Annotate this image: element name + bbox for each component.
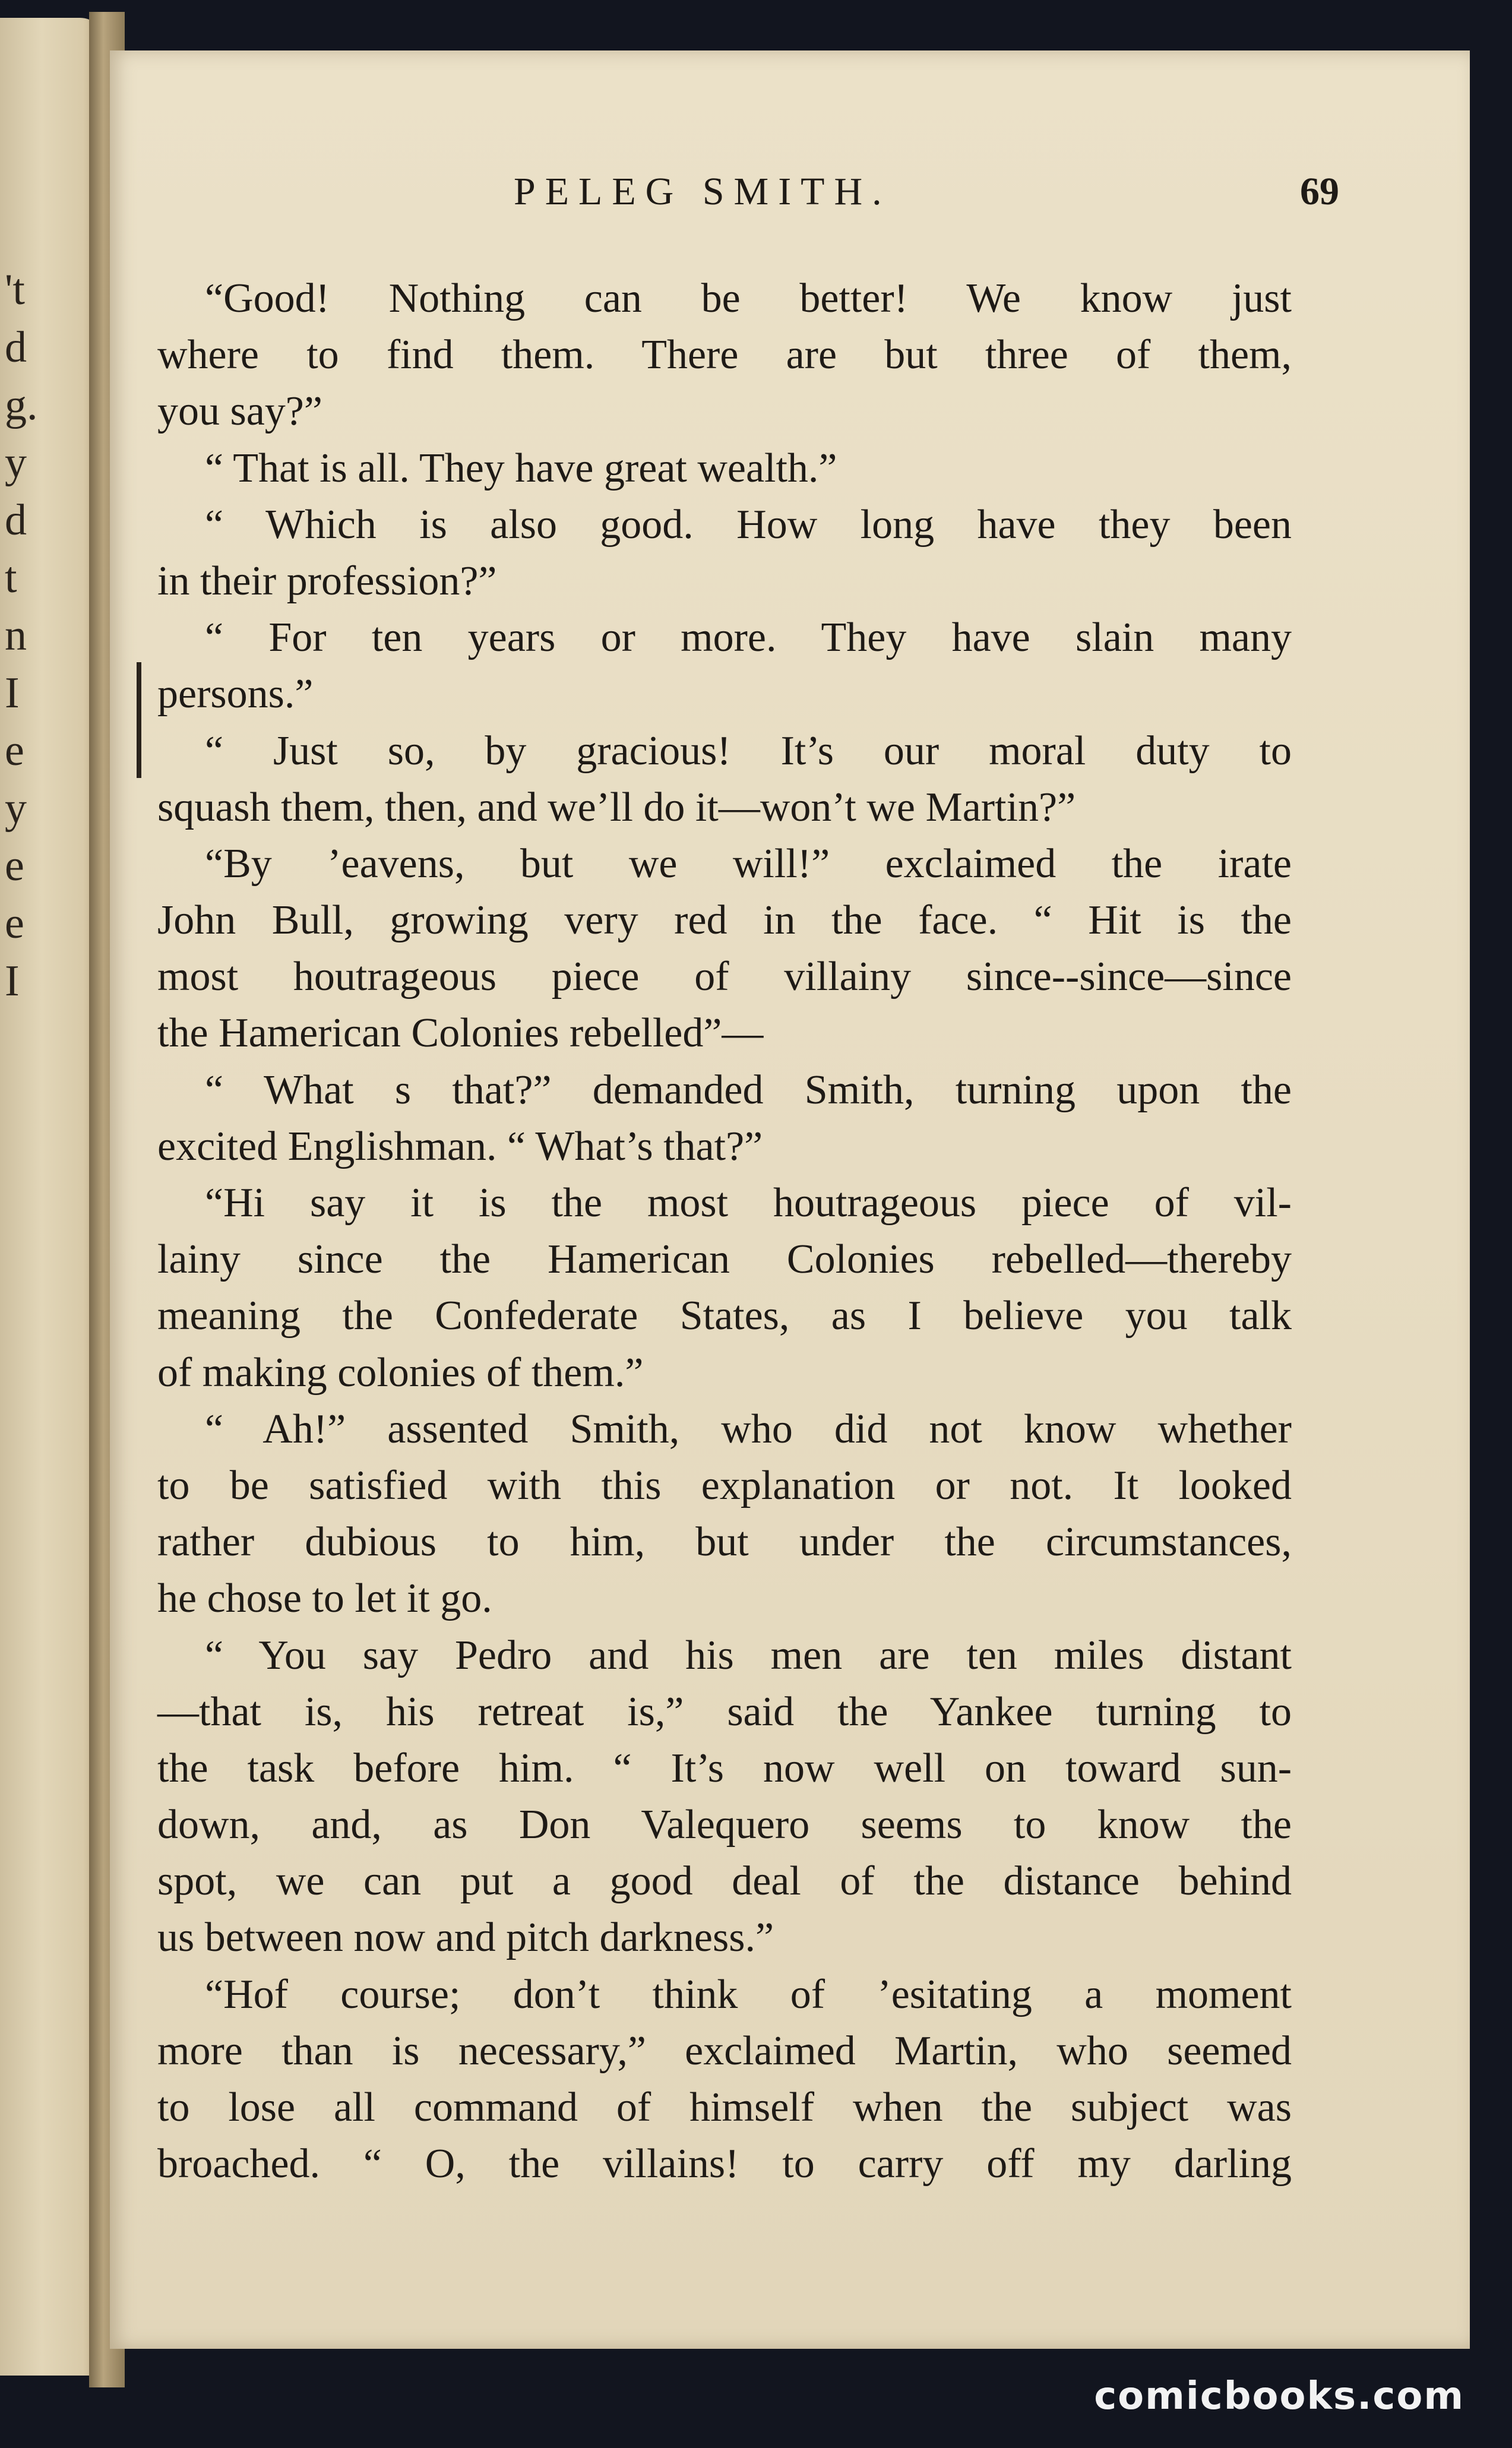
left-page-fragment: t xyxy=(5,554,17,602)
left-page-fragment: 't xyxy=(5,265,25,314)
text-line: “ Which is also good. How long have they been xyxy=(205,501,1292,548)
text-line: squash them, then, and we’ll do it—won’t we Martin?” xyxy=(157,784,1076,830)
left-page-fragment: n xyxy=(5,611,27,660)
text-line: “ For ten years or more. They have slain many xyxy=(205,615,1292,661)
text-line: meaning the Confederate States, as I believe you talk xyxy=(157,1293,1292,1339)
text-line: persons.” xyxy=(157,671,314,717)
body-text xyxy=(157,270,1292,2192)
text-line: “ Just so, by gracious! It’s our moral duty to xyxy=(205,728,1292,774)
text-line: the task before him. “ It’s now well on toward sun- xyxy=(157,1745,1292,1791)
text-line: lainy since the Hamerican Colonies rebelled—thereby xyxy=(157,1236,1292,1283)
text-line: more than is necessary,” exclaimed Martin, who seemed xyxy=(157,2028,1292,2074)
text-line: John Bull, growing very red in the face. “ Hit is the xyxy=(157,897,1292,944)
running-head: PELEG SMITH. xyxy=(514,170,891,213)
text-line: “ That is all. They have great wealth.” xyxy=(205,445,837,491)
page-header xyxy=(110,169,1470,241)
text-line: where to find them. There are but three of them, xyxy=(157,332,1292,378)
left-page-fragment: y xyxy=(5,438,27,487)
text-line: “ You say Pedro and his men are ten miles distant xyxy=(205,1632,1292,1678)
left-page-fragment: e xyxy=(5,842,24,890)
text-line: to be satisfied with this explanation or not. It looked xyxy=(157,1462,1292,1508)
text-line: “Good! Nothing can be better! We know just xyxy=(205,276,1292,321)
left-page-fragment: d xyxy=(5,323,27,372)
left-page-fragment: d xyxy=(5,496,27,545)
text-line: to lose all command of himself when the subject was xyxy=(157,2085,1292,2130)
text-line: down, and, as Don Valequero seems to know the xyxy=(157,1802,1292,1848)
left-facing-page xyxy=(0,18,104,2376)
left-page-fragment: y xyxy=(5,784,27,833)
left-page-fragment: I xyxy=(5,957,20,1005)
text-line: rather dubious to him, but under the circumstances, xyxy=(157,1519,1292,1565)
text-line: most houtrageous piece of villainy since--since—since xyxy=(157,954,1292,1000)
text-line: excited Englishman. “ What’s that?” xyxy=(157,1123,763,1169)
margin-pencil-mark xyxy=(137,662,141,778)
text-line: “By ’eavens, but we will!” exclaimed the irate xyxy=(205,840,1292,887)
text-line: you say?” xyxy=(157,388,322,435)
text-line: spot, we can put a good deal of the distance behind xyxy=(157,1858,1292,1905)
text-line: “Hi say it is the most houtrageous piece of vil- xyxy=(205,1180,1292,1226)
text-line: us between now and pitch darkness.” xyxy=(157,1915,774,1961)
text-line: “Hof course; don’t think of ’esitating a moment xyxy=(205,1971,1292,2017)
left-page-fragment: I xyxy=(5,669,20,717)
left-page-fragment: e xyxy=(5,899,24,948)
book-page xyxy=(110,50,1470,2349)
text-line: —that is, his retreat is,” said the Yankee turning to xyxy=(157,1688,1292,1735)
text-line: “ What s that?” demanded Smith, turning upon the xyxy=(205,1067,1292,1113)
text-line: “ Ah!” assented Smith, who did not know whether xyxy=(205,1406,1292,1452)
left-page-fragment: e xyxy=(5,726,24,775)
left-page-fragments xyxy=(5,261,40,1010)
left-page-fragment: g. xyxy=(5,381,38,429)
text-line: in their profession?” xyxy=(157,558,497,604)
text-line: broached. “ O, the villains! to carry off my darling xyxy=(157,2141,1292,2187)
text-line: he chose to let it go. xyxy=(157,1576,492,1622)
text-line: the Hamerican Colonies rebelled”— xyxy=(157,1010,764,1057)
page-number: 69 xyxy=(1300,170,1339,213)
watermark-logo: comicbooks.com xyxy=(1094,2374,1464,2418)
text-line: of making colonies of them.” xyxy=(157,1349,644,1396)
